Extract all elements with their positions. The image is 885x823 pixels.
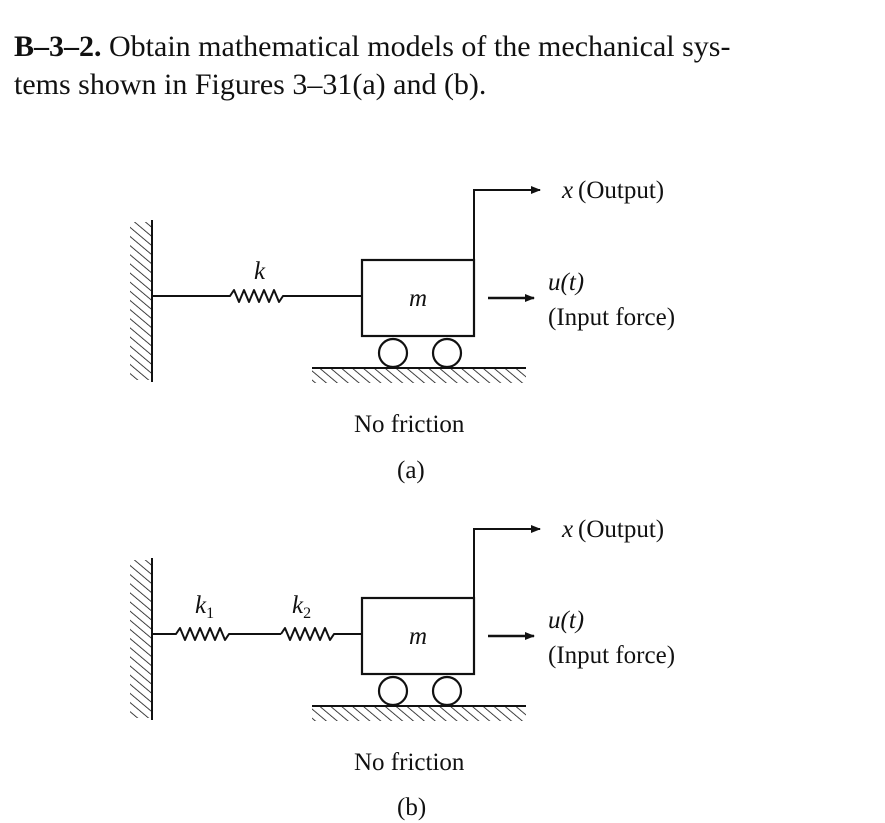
spring-k2 (281, 628, 362, 640)
ground-b (312, 706, 526, 721)
output-arrow-b (474, 529, 540, 598)
wheel-left-b (379, 677, 407, 705)
wheel-left-a (379, 339, 407, 367)
problem-text-1: Obtain mathematical models of the mechanical sys- (109, 30, 731, 63)
wheel-right-a (433, 339, 461, 367)
output-text-a: (Output) (578, 177, 665, 204)
output-arrow-a (474, 190, 540, 260)
problem-text-2: tems shown in Figures 3–31(a) and (b). (14, 68, 487, 101)
output-text-b: (Output) (578, 516, 665, 543)
friction-note-a: No friction (354, 411, 465, 438)
friction-note-b: No friction (354, 749, 465, 776)
wall-b (130, 558, 152, 720)
spring-label-k: k (254, 258, 266, 285)
output-var-a: x (562, 177, 574, 204)
spring-k (152, 290, 362, 302)
figure-b (130, 516, 675, 821)
problem-number: B–3–2. (14, 30, 102, 63)
mass-label-a: m (409, 285, 428, 312)
wall-a (130, 220, 152, 382)
input-text-a: (Input force) (548, 304, 676, 331)
spring-k1 (152, 628, 281, 640)
caption-a: (a) (397, 457, 425, 484)
wheel-right-b (433, 677, 461, 705)
spring-label-k1: $k_1$ (195, 592, 215, 622)
spring-label-k2: $k_2$ (292, 592, 312, 622)
ground-a (312, 368, 526, 383)
mass-label-b: m (409, 623, 428, 650)
input-var-b: u(t) (548, 607, 585, 634)
figure-a (130, 177, 675, 484)
output-var-b: x (562, 516, 574, 543)
input-var-a: u(t) (548, 269, 585, 296)
input-text-b: (Input force) (548, 642, 676, 669)
caption-b: (b) (397, 794, 427, 821)
